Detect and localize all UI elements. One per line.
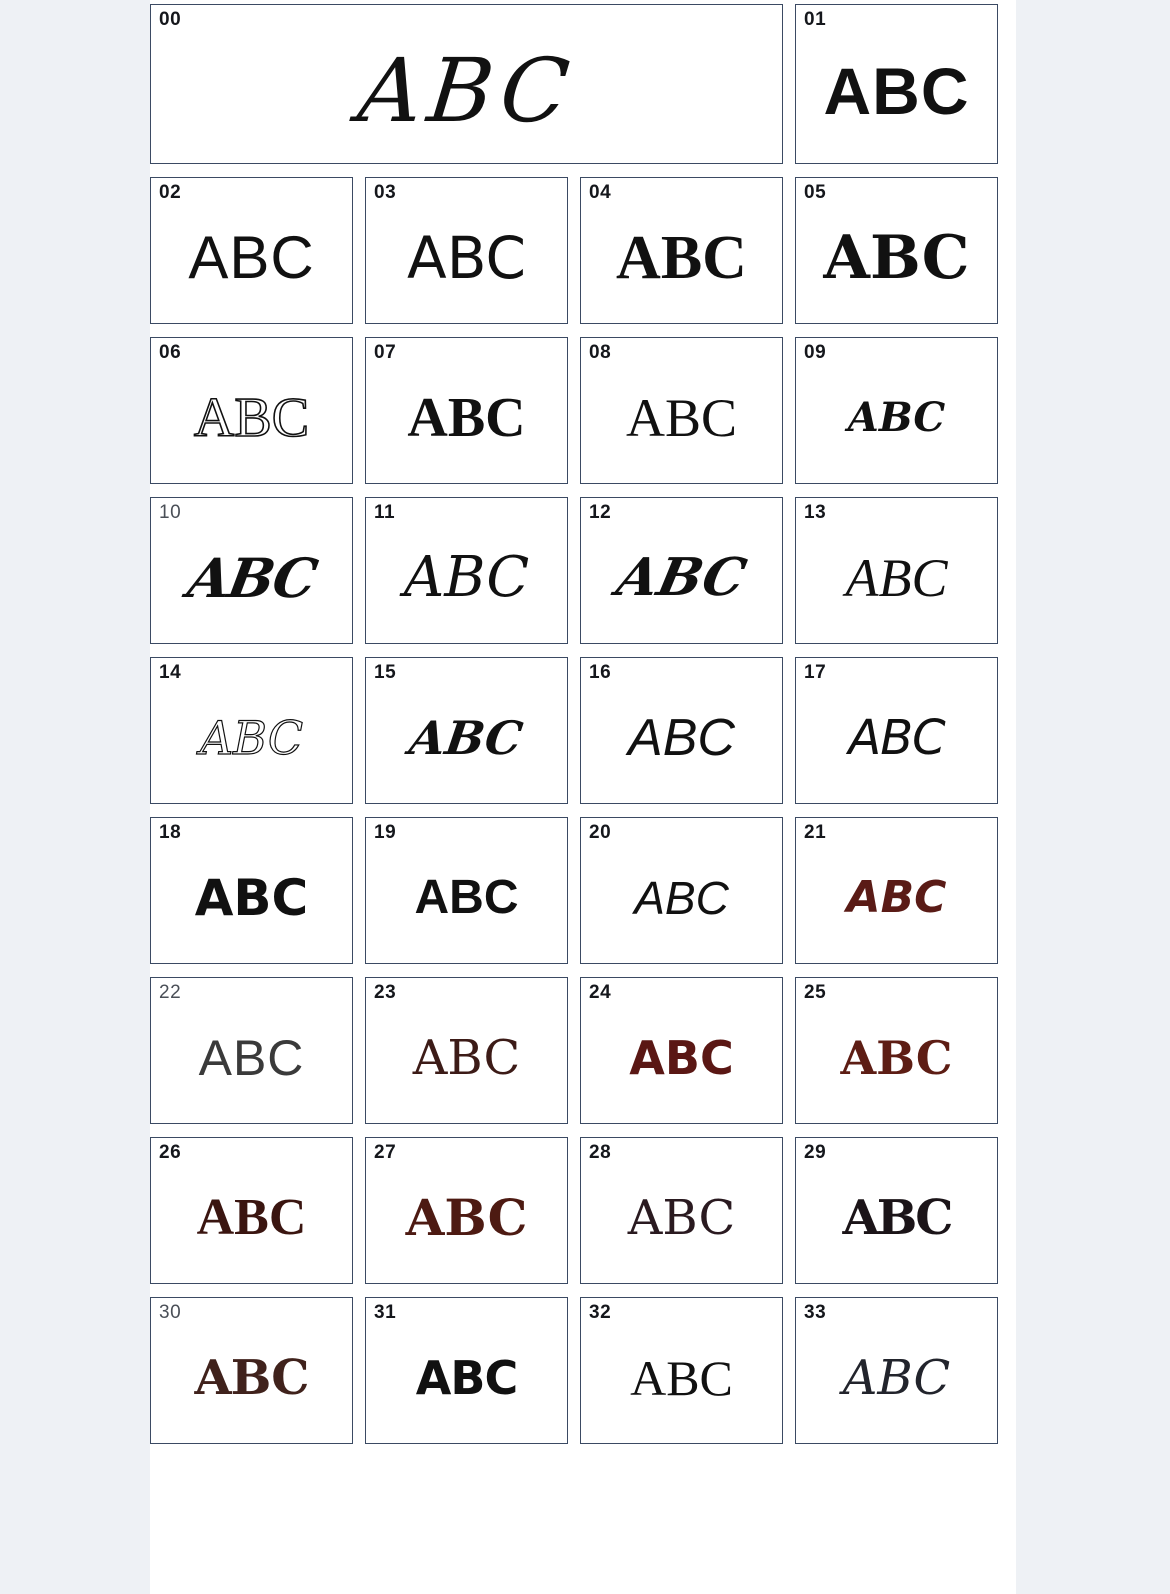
font-sample-text: ABC	[414, 870, 519, 924]
font-sample-cell-22[interactable]	[150, 977, 353, 1124]
font-sample-text: ABC	[627, 1189, 736, 1246]
font-sample-cell-02[interactable]	[150, 177, 353, 324]
font-sample-text: ABC	[847, 393, 946, 441]
font-sample-cell-06[interactable]	[150, 337, 353, 484]
font-sample-row	[150, 977, 1016, 1124]
font-sample-number: 13	[804, 502, 827, 523]
font-sample-cell-31[interactable]	[365, 1297, 568, 1444]
font-sample-row	[150, 4, 1016, 164]
font-sample-text: ABC	[840, 1030, 953, 1085]
font-sample-number: 09	[804, 342, 827, 363]
font-sample-text: ABC	[628, 708, 735, 767]
font-sample-number: 25	[804, 982, 827, 1003]
font-sample-number: 07	[374, 342, 397, 363]
font-sample-cell-09[interactable]	[795, 337, 998, 484]
font-sample-number: 06	[159, 342, 182, 363]
font-sample-text: ABC	[842, 1189, 951, 1246]
font-sample-cell-29[interactable]	[795, 1137, 998, 1284]
font-sample-number: 01	[804, 9, 827, 30]
font-sample-text: ABC	[406, 710, 527, 765]
font-sample-number: 24	[589, 982, 612, 1003]
font-sample-text: ABC	[403, 544, 530, 610]
font-sample-row	[150, 1137, 1016, 1284]
font-sample-number: 02	[159, 182, 182, 203]
font-sample-cell-32[interactable]	[580, 1297, 783, 1444]
font-sample-text: ABC	[194, 868, 309, 927]
font-sample-text: ABC	[842, 1349, 951, 1406]
font-sample-text: ABC	[845, 547, 948, 608]
font-sample-cell-17[interactable]	[795, 657, 998, 804]
font-sample-number: 19	[374, 822, 397, 843]
font-sample-text: ABC	[625, 387, 738, 448]
font-sample-number: 20	[589, 822, 612, 843]
font-sample-text: ABC	[407, 223, 526, 292]
font-sample-cell-33[interactable]	[795, 1297, 998, 1444]
font-sample-number: 00	[159, 9, 182, 30]
font-sample-number: 23	[374, 982, 397, 1003]
font-sample-number: 33	[804, 1302, 827, 1323]
font-sample-text: ABC	[848, 709, 945, 766]
font-sample-row	[150, 1297, 1016, 1444]
font-sample-text: ABC	[629, 1030, 734, 1085]
font-sample-text: ABC	[630, 1349, 733, 1406]
font-sample-cell-18[interactable]	[150, 817, 353, 964]
font-sample-number: 22	[159, 982, 182, 1003]
font-sample-number: 11	[374, 502, 396, 523]
font-sample-cell-04[interactable]	[580, 177, 783, 324]
font-sample-cell-13[interactable]	[795, 497, 998, 644]
font-sample-text: ABC	[823, 222, 970, 293]
font-sample-sheet	[150, 0, 1016, 1594]
font-sample-row	[150, 657, 1016, 804]
font-sample-cell-07[interactable]	[365, 337, 568, 484]
font-sample-number: 30	[159, 1302, 182, 1323]
font-sample-cell-24[interactable]	[580, 977, 783, 1124]
font-sample-text: ABC	[415, 1350, 518, 1405]
font-sample-number: 18	[159, 822, 182, 843]
font-sample-number: 03	[374, 182, 397, 203]
font-sample-text: ABC	[405, 1187, 528, 1247]
font-sample-cell-23[interactable]	[365, 977, 568, 1124]
font-sample-cell-01[interactable]	[795, 4, 998, 164]
font-sample-number: 26	[159, 1142, 182, 1163]
font-sample-number: 31	[374, 1302, 397, 1323]
font-sample-text: ABC	[616, 223, 747, 292]
font-sample-number: 05	[804, 182, 827, 203]
font-sample-number: 16	[589, 662, 612, 683]
font-sample-cell-20[interactable]	[580, 817, 783, 964]
font-sample-number: 12	[589, 502, 612, 523]
font-sample-text: ABC	[199, 710, 304, 765]
font-sample-cell-00[interactable]	[150, 4, 783, 164]
font-sample-cell-11[interactable]	[365, 497, 568, 644]
font-sample-number: 32	[589, 1302, 612, 1323]
font-sample-cell-16[interactable]	[580, 657, 783, 804]
font-sample-cell-19[interactable]	[365, 817, 568, 964]
font-sample-number: 27	[374, 1142, 397, 1163]
font-sample-number: 21	[804, 822, 827, 843]
font-sample-text: ABC	[183, 545, 320, 610]
font-sample-number: 04	[589, 182, 612, 203]
font-sample-cell-14[interactable]	[150, 657, 353, 804]
font-sample-cell-26[interactable]	[150, 1137, 353, 1284]
font-sample-cell-10[interactable]	[150, 497, 353, 644]
font-sample-cell-25[interactable]	[795, 977, 998, 1124]
font-sample-cell-05[interactable]	[795, 177, 998, 324]
font-sample-number: 10	[159, 502, 182, 523]
font-sample-text: ABC	[412, 1029, 521, 1086]
font-sample-cell-03[interactable]	[365, 177, 568, 324]
font-sample-text: ABC	[353, 39, 580, 142]
font-sample-number: 14	[159, 662, 182, 683]
font-sample-text: ABC	[198, 1029, 305, 1086]
font-sample-text: ABC	[188, 223, 315, 291]
font-sample-number: 29	[804, 1142, 827, 1163]
font-sample-row	[150, 497, 1016, 644]
font-sample-cell-27[interactable]	[365, 1137, 568, 1284]
font-sample-text: ABC	[611, 546, 752, 608]
font-sample-grid	[150, 0, 1016, 1448]
font-sample-text: ABC	[846, 871, 947, 923]
font-sample-number: 08	[589, 342, 612, 363]
font-sample-text: ABC	[194, 1349, 309, 1406]
font-sample-row	[150, 177, 1016, 324]
font-sample-cell-08[interactable]	[580, 337, 783, 484]
font-sample-cell-30[interactable]	[150, 1297, 353, 1444]
font-sample-text: ABC	[634, 871, 729, 924]
font-sample-number: 28	[589, 1142, 612, 1163]
font-sample-cell-12[interactable]	[580, 497, 783, 644]
font-sample-cell-21[interactable]	[795, 817, 998, 964]
font-sample-text: ABC	[193, 386, 310, 449]
font-sample-row	[150, 337, 1016, 484]
font-sample-cell-15[interactable]	[365, 657, 568, 804]
font-sample-text: ABC	[823, 54, 970, 128]
font-sample-cell-28[interactable]	[580, 1137, 783, 1284]
font-sample-number: 15	[374, 662, 397, 683]
font-sample-text: ABC	[196, 1188, 307, 1246]
font-sample-text: ABC	[407, 386, 526, 449]
font-sample-row	[150, 817, 1016, 964]
font-sample-number: 17	[804, 662, 827, 683]
